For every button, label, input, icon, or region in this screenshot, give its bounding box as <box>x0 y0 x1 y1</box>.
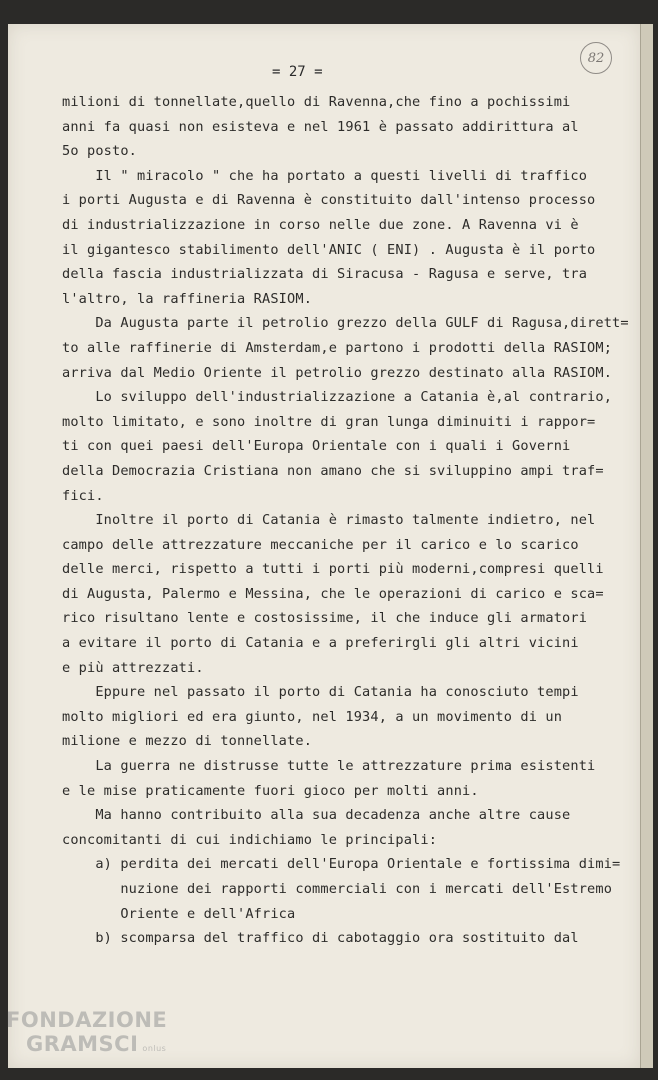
text-line: Eppure nel passato il porto di Catania ha conosciuto tempi <box>62 684 579 701</box>
text-line: l'altro, la raffineria RASIOM. <box>62 290 313 307</box>
page-edge <box>640 24 653 1068</box>
watermark-line-2-text: GRAMSCI <box>26 1032 139 1056</box>
text-line: to alle raffinerie di Amsterdam,e partono i prodotti della RASIOM; <box>62 339 613 356</box>
text-line: il gigantesco stabilimento dell'ANIC ( ENI) . Augusta è il porto <box>62 241 596 258</box>
handwritten-page-annotation <box>580 42 612 74</box>
text-line: b) scomparsa del traffico di cabotaggio ora sostituito dal <box>62 930 579 947</box>
text-line: di Augusta, Palermo e Messina, che le operazioni di carico e sca= <box>62 585 604 602</box>
typewritten-text <box>62 90 629 951</box>
text-line: della Democrazia Cristiana non amano che si sviluppino ampi traf= <box>62 462 604 479</box>
watermark-line-1: FONDAZIONE <box>6 1008 168 1032</box>
text-line: milione e mezzo di tonnellate. <box>62 733 313 750</box>
text-line: campo delle attrezzature meccaniche per il carico e lo scarico <box>62 536 579 553</box>
text-line: fici. <box>62 487 104 504</box>
text-line: della fascia industrializzata di Siracusa - Ragusa e serve, tra <box>62 266 588 283</box>
page-number: = 27 = <box>272 64 323 80</box>
text-line: anni fa quasi non esisteva e nel 1961 è passato addirittura al <box>62 118 579 135</box>
text-line: a evitare il porto di Catania e a preferirgli gli altri vicini <box>62 635 579 652</box>
text-line: molto migliori ed era giunto, nel 1934, a un movimento di un <box>62 708 563 725</box>
fondazione-gramsci-watermark <box>6 1008 167 1061</box>
watermark-line-2 <box>26 1032 167 1061</box>
text-line: concomitanti di cui indichiamo le principali: <box>62 831 438 848</box>
text-line: rico risultano lente e costosissime, il che induce gli armatori <box>62 610 588 627</box>
text-line: nuzione dei rapporti commerciali con i mercati dell'Estremo <box>62 881 613 897</box>
text-line: arriva dal Medio Oriente il petrolio grezzo destinato alla RASIOM. <box>62 364 613 381</box>
text-line: delle merci, rispetto a tutti i porti più moderni,compresi quelli <box>62 561 604 578</box>
text-line: Oriente e dell'Africa <box>62 905 296 922</box>
text-line: Il " miracolo " che ha portato a questi livelli di traffico <box>62 167 588 184</box>
watermark-suffix: onlus <box>142 1044 167 1053</box>
page-annotation-text: 82 <box>587 50 605 66</box>
text-line: e più attrezzati. <box>62 659 204 676</box>
text-line: Da Augusta parte il petrolio grezzo della GULF di Ragusa,dirett= <box>62 315 629 332</box>
text-line: La guerra ne distrusse tutte le attrezzature prima esistenti <box>62 758 596 775</box>
text-line: i porti Augusta e di Ravenna è constituito dall'intenso processo <box>62 192 596 209</box>
text-line: di industrializzazione in corso nelle due zone. A Ravenna vi è <box>62 216 579 233</box>
text-line: milioni di tonnellate,quello di Ravenna,che fino a pochissimi <box>62 94 571 110</box>
text-line: molto limitato, e sono inoltre di gran lunga diminuiti i rappor= <box>62 413 596 430</box>
text-line: 5o posto. <box>62 143 138 160</box>
text-line: e le mise praticamente fuori gioco per molti anni. <box>62 782 479 799</box>
text-line: ti con quei paesi dell'Europa Orientale con i quali i Governi <box>62 438 571 455</box>
text-line: Lo sviluppo dell'industrializzazione a Catania è,al contrario, <box>62 389 613 406</box>
text-line: a) perdita dei mercati dell'Europa Orientale e fortissima dimi= <box>62 856 621 873</box>
text-line: Ma hanno contribuito alla sua decadenza anche altre cause <box>62 807 571 824</box>
text-line: Inoltre il porto di Catania è rimasto talmente indietro, nel <box>62 512 596 529</box>
